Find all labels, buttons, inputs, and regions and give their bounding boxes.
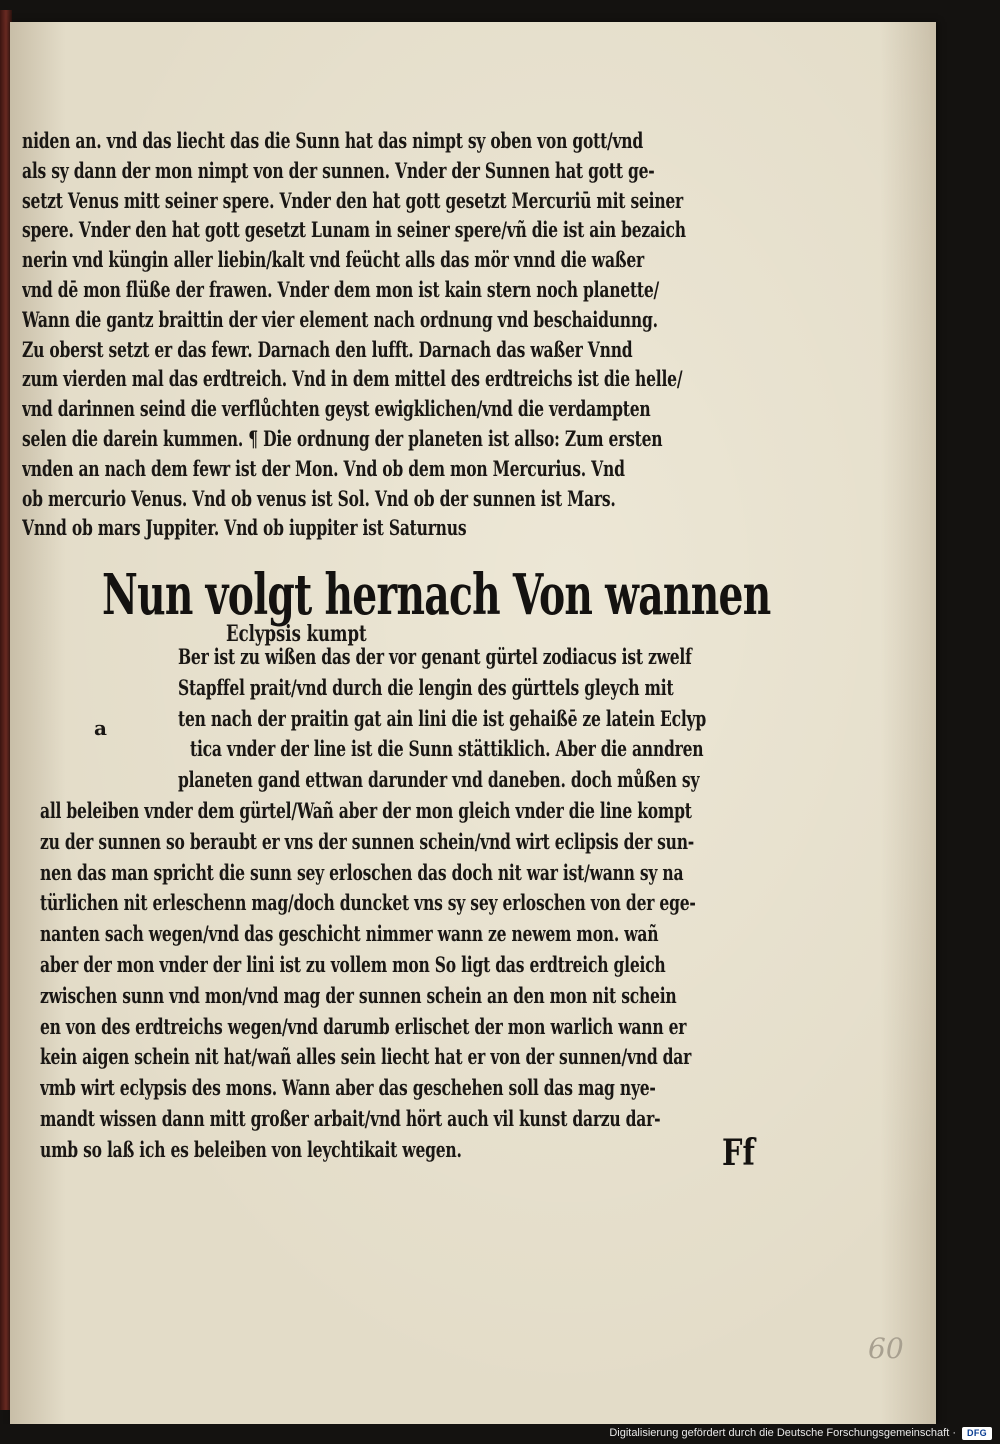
text-line: ten nach der praitin gat ain lini die ist gehaißē ze latein Eclyp [178, 705, 706, 731]
page-text-continuation [22, 126, 802, 543]
text-line: Vnnd ob mars Juppiter. Vnd ob iuppiter ist Saturnus [22, 515, 467, 541]
text-line: Ber ist zu wißen das der vor genant gürtel zodiacus ist zwelf [178, 644, 692, 669]
section-body-text [40, 642, 820, 1166]
signature-mark: Ff [722, 1132, 755, 1174]
folio-number: 60 [868, 1332, 904, 1365]
text-line: vnd darinnen seind die verflůchten geyst ewigklichen/vnd die verdampten [22, 396, 651, 422]
text-line: mandt wissen dann mitt großer arbait/vnd hört auch vil kunst darzu dar- [40, 1105, 661, 1131]
text-line: aber der mon vnder der lini ist zu vollem mon So ligt das erdtreich gleich [40, 951, 666, 977]
dfg-logo[interactable]: DFG [962, 1427, 992, 1440]
text-line: all beleiben vnder dem gürtel/Wañ aber der mon gleich vnder die line kompt [40, 797, 692, 823]
section-heading: Nun volgt hernach Von wannen [102, 562, 771, 628]
text-line: niden an. vnd das liecht das die Sunn hat das nimpt sy oben von gott/vnd [22, 128, 644, 153]
text-line: als sy dann der mon nimpt von der sunnen. Vnder der Sunnen hat gott ge- [22, 157, 655, 183]
text-line: umb so laß ich es beleiben von leychtikait wegen. [40, 1136, 462, 1162]
text-line: vnd dē mon flüße der frawen. Vnder dem mon ist kain stern noch planette/ [22, 276, 659, 302]
text-line: spere. Vnder den hat gott gesetzt Lunam in seiner spere/vñ die ist ain bezaich [22, 217, 686, 243]
text-line: Zu oberst setzt er das fewr. Darnach den lufft. Darnach das waßer Vnnd [22, 336, 633, 362]
text-line: zu der sunnen so beraubt er vns der sunnen schein/vnd wirt eclipsis der sun- [40, 828, 695, 854]
text-line: türlichen nit erleschenn mag/doch duncket vns sy sey erloschen von der ege- [40, 890, 696, 916]
text-line: en von des erdtreichs wegen/vnd darumb erlischet der mon warlich wann er [40, 1013, 687, 1039]
footer-credit: Digitalisierung gefördert durch die Deutsche Forschungsgemeinschaft · [609, 1427, 956, 1439]
text-line: zwischen sunn vnd mon/vnd mag der sunnen schein an den mon nit schein [40, 982, 677, 1008]
text-line: ob mercurio Venus. Vnd ob venus ist Sol. Vnd ob der sunnen ist Mars. [22, 485, 616, 511]
text-line: Wann die gantz braittin der vier element nach ordnung vnd beschaidunng. [22, 306, 658, 332]
text-line: nerin vnd küngin aller liebin/kalt vnd feücht alls das mör vnnd die waßer [22, 247, 645, 273]
text-line: nanten sach wegen/vnd das geschicht nimmer wann ze newem mon. wañ [40, 921, 659, 947]
text-line: Stapffel prait/vnd durch die lengin des gürttels gleych mit [178, 674, 674, 700]
marginal-mark: a [94, 716, 107, 740]
text-line: zum vierden mal das erdtreich. Vnd in dem mittel des erdtreichs ist die helle/ [22, 366, 683, 392]
text-line: kein aigen schein nit hat/wañ alles sein liecht hat er von der sunnen/vnd dar [40, 1044, 692, 1070]
text-line: nen das man spricht die sunn sey erloschen das doch nit war ist/wann sy na [40, 859, 684, 885]
section-subheading: Eclypsis kumpt [226, 621, 367, 647]
text-line: selen die darein kummen. ¶ Die ordnung der planeten ist allso: Zum ersten [22, 425, 663, 451]
text-line: vnden an nach dem fewr ist der Mon. Vnd ob dem mon Mercurius. Vnd [22, 455, 625, 481]
text-line: setzt Venus mitt seiner spere. Vnder den hat gott gesetzt Mercuriū mit seiner [22, 187, 684, 213]
text-line: tica vnder der line ist die Sunn stättiklich. Aber die anndren [190, 736, 704, 762]
text-line: vmb wirt eclypsis des mons. Wann aber das geschehen soll das mag nye- [40, 1075, 656, 1101]
text-line: planeten gand ettwan darunder vnd daneben. doch můßen sy [178, 767, 700, 793]
